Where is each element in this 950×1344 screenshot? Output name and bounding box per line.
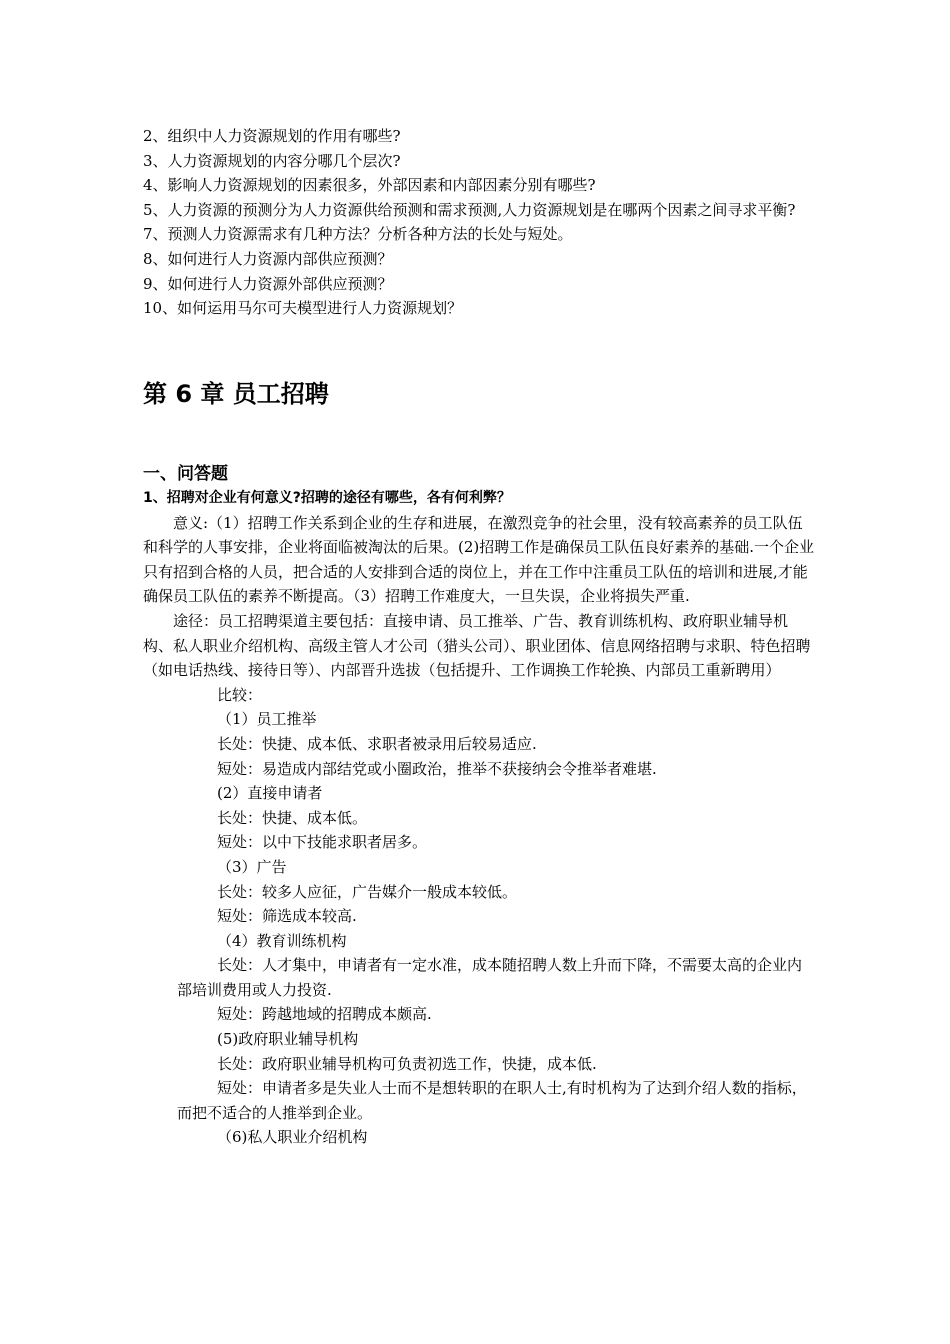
question-item: 5、人力资源的预测分为人力资源供给预测和需求预测,人力资源规划是在哪两个因素之间寻求平衡? — [143, 200, 796, 219]
channel-name: （1）员工推举 — [217, 710, 317, 729]
channel-con: 短处：易造成内部结党或小圈政治，推举不获接纳会令推举者难堪. — [217, 759, 657, 778]
channel-pro: 长处：快捷、成本低、求职者被录用后较易适应. — [217, 734, 537, 753]
question-item: 2、组织中人力资源规划的作用有哪些? — [143, 127, 401, 145]
compare-label: 比较： — [217, 685, 263, 704]
channel-pro: 长处：人才集中，申请者有一定水准，成本随招聘人数上升而下降，不需要太高的企业内部培训费用或人力投资. — [177, 956, 803, 999]
channel-pro: 长处：政府职业辅导机构可负责初选工作，快捷，成本低. — [217, 1054, 597, 1073]
question-item: 3、人力资源规划的内容分哪几个层次? — [143, 151, 401, 170]
question-item: 4、影响人力资源规划的因素很多，外部因素和内部因素分别有哪些? — [143, 176, 596, 195]
meaning-paragraph: 意义:（1）招聘工作关系到企业的生存和进展，在激烈竞争的社会里，没有较高素养的员工队伍和科学的人事安排，企业将面临被淘汰的后果。(2)招聘工作是确保员工队伍良好素养的基础.一个企业只有招到合格的人员，把合适的人安排到合适的岗位上，并在工作中注重员工队伍的培训和进展,才能确保员工队伍的素养不断提高。（3）招聘工作难度大，一旦失误，企业将损失严重. — [143, 513, 815, 606]
chapter-title: 第 6 章 员工招聘 — [143, 380, 329, 408]
question-item: 7、预测人力资源需求有几种方法？分析各种方法的长处与短处。 — [143, 225, 573, 244]
question-item: 8、如何进行人力资源内部供应预测？ — [143, 249, 393, 268]
channel-con: 短处：筛选成本较高. — [217, 907, 357, 926]
channel-pro: 长处：快捷、成本低。 — [217, 808, 368, 827]
question-item: 10、如何运用马尔可夫模型进行人力资源规划？ — [143, 299, 463, 318]
channel-name: （6)私人职业介绍机构 — [217, 1128, 368, 1147]
channel-name: (5)政府职业辅导机构 — [217, 1030, 359, 1049]
question-answer — [143, 486, 815, 1150]
channels-paragraph: 途径：员工招聘渠道主要包括：直接申请、员工推举、广告、教育训练机构、政府职业辅导机构、私人职业介绍机构、高级主管人才公司（猎头公司）、职业团体、信息网络招聘与求职、特色招聘（如电话热线、接待日等）、内部晋升选拔（包括提升、工作调换工作轮换、内部员工重新聘用） — [143, 611, 811, 680]
channel-con: 短处：申请者多是失业人士而不是想转职的在职人士,有时机构为了达到介绍人数的指标，而把不适合的人推举到企业。 — [177, 1079, 807, 1122]
question-title: 1、招聘对企业有何意义?招聘的途径有哪些，各有何利弊？ — [143, 490, 511, 506]
channel-con: 短处：跨越地域的招聘成本颇高. — [217, 1005, 432, 1024]
review-question-list — [143, 124, 813, 321]
question-item: 9、如何进行人力资源外部供应预测？ — [143, 274, 393, 293]
channel-con: 短处：以中下技能求职者居多。 — [217, 833, 428, 852]
channel-pro: 长处：较多人应征，广告媒介一般成本较低。 — [217, 882, 518, 901]
channel-name: （3）广告 — [217, 857, 287, 876]
channel-name: （4）教育训练机构 — [217, 931, 347, 950]
channel-name: (2）直接申请者 — [217, 784, 323, 803]
section-title: 一、问答题 — [143, 464, 228, 484]
